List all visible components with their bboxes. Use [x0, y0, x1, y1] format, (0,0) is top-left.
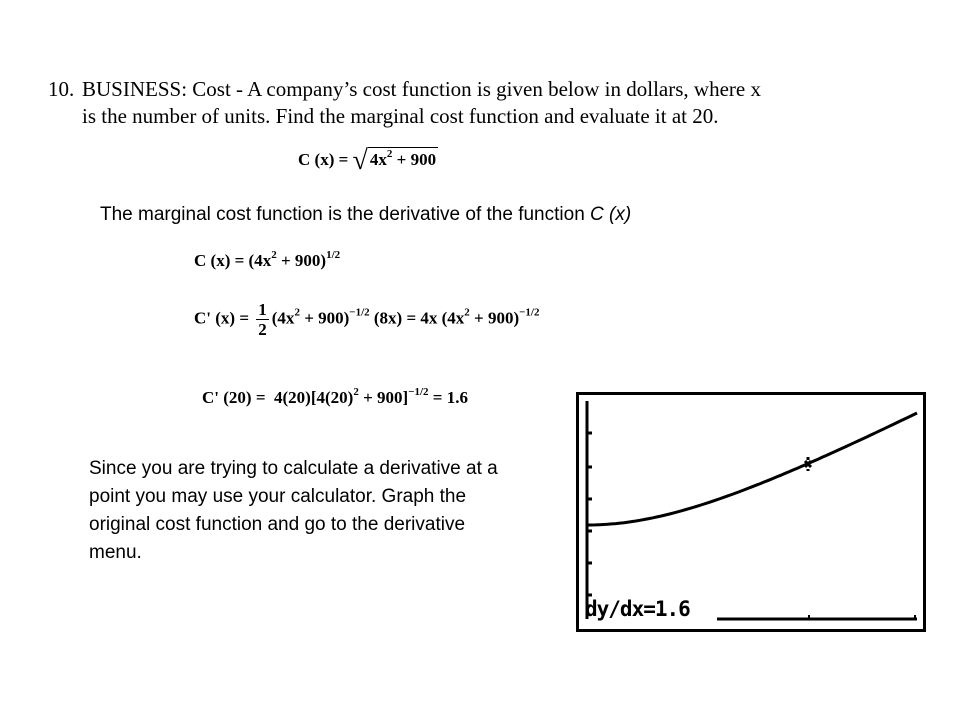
derivative-equation: C' (x) = $\frac{1}{2}$ $(4x^2 + 900)^{-1/2}$ (8x) = 4x $(4x^2 + 900)^{-1/2}$ — [194, 300, 540, 339]
calculator-screen — [576, 392, 926, 632]
cost-function-power-form: C $(x) = (4x^2 + 900)^{1/2}$ — [194, 249, 341, 270]
problem-line-2: is the number of units. Find the marginal cost function and evaluate it at 20. — [82, 104, 719, 128]
derivative-readout: dy/dx=1.6 — [585, 597, 690, 621]
problem-number: 10. — [48, 77, 75, 101]
calculator-graph — [579, 395, 923, 629]
sqrt-radicand: $4x^2 + 900$ — [369, 148, 437, 169]
explanation-text — [100, 204, 631, 226]
trace-cursor — [805, 457, 811, 471]
explain-var: C (x) — [590, 204, 632, 225]
cost-function-equation — [298, 145, 438, 177]
eq0-lhs: C (x) = — [298, 150, 349, 169]
sqrt-symbol: √ — [352, 145, 368, 176]
one-half-fraction: $\frac{1}{2}$ — [258, 300, 267, 339]
problem-line-1: BUSINESS: Cost - A company’s cost function is given below in dollars, where x — [82, 77, 761, 101]
cost-curve — [587, 413, 917, 525]
calculator-tip-text: Since you are trying to calculate a derivative at a point you may use your calculator. Graph the original cost function and go to the derivative menu. — [89, 458, 498, 563]
evaluation-equation: C' $(20) = 4(20)[4(20)^2 + 900]^{-1/2} = 1.6$ — [202, 386, 468, 407]
explain-prefix: The marginal cost function is the derivative of the function — [100, 204, 591, 225]
problem-statement — [48, 76, 928, 130]
